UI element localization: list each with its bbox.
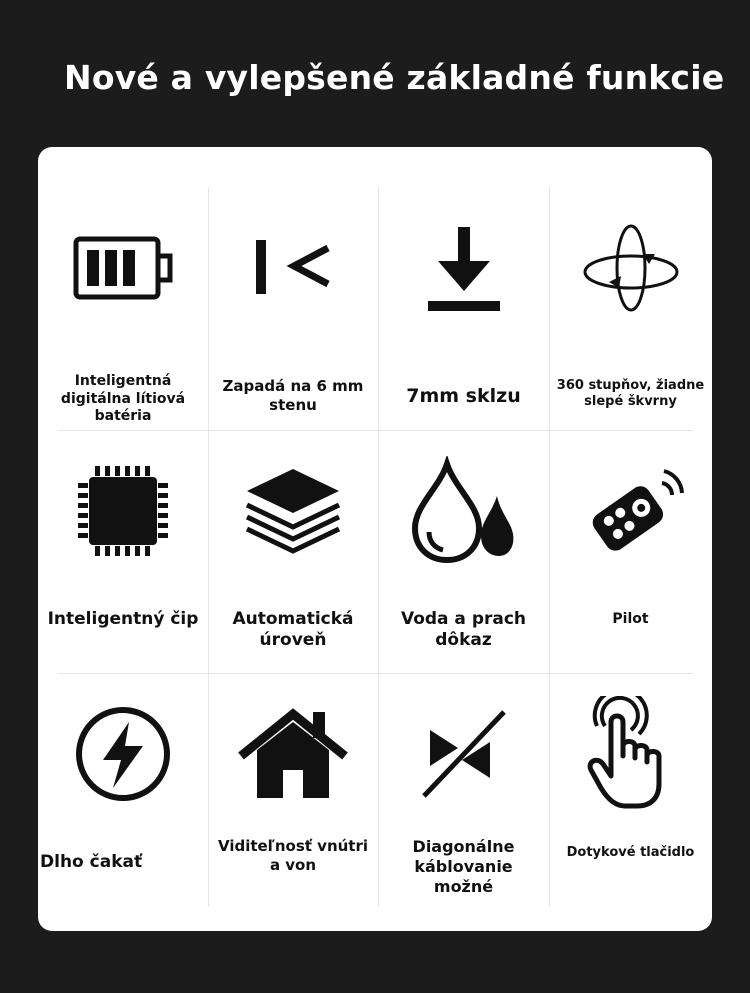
- diagonal-wiring-icon: [378, 673, 549, 803]
- chip-icon: [38, 430, 208, 560]
- feature-remote: [549, 430, 712, 673]
- water-drop-icon: [378, 430, 549, 560]
- battery-icon: [38, 187, 208, 317]
- feature-label: Zapadá na 6 mm stenu: [222, 377, 364, 414]
- feature-label: Automatická úroveň: [232, 609, 354, 651]
- features-card: [38, 147, 712, 931]
- lightning-icon: [38, 673, 208, 803]
- rotation-360-icon: [549, 187, 712, 317]
- page-title: Nové a vylepšené základné funkcie: [64, 58, 725, 97]
- touch-button-icon: [549, 673, 712, 803]
- feature-360: [549, 187, 712, 430]
- feature-battery: [38, 187, 208, 430]
- remote-control-icon: [549, 430, 712, 560]
- feature-label: Dlho čakať: [40, 852, 143, 872]
- feature-label: Pilot: [612, 611, 649, 627]
- feature-label: Dotykové tlačidlo: [566, 845, 695, 860]
- download-arrow-icon: [378, 187, 549, 317]
- feature-diagonal-wiring: [378, 673, 549, 907]
- feature-touch: [549, 673, 712, 907]
- feature-label: 7mm sklzu: [406, 385, 521, 407]
- feature-label: Inteligentný čip: [47, 609, 199, 629]
- house-icon: [208, 673, 378, 803]
- feature-auto-level: [208, 430, 378, 673]
- layers-icon: [208, 430, 378, 560]
- feature-chip: [38, 430, 208, 673]
- slim-profile-icon: [208, 187, 378, 317]
- feature-label: Voda a prach dôkaz: [400, 609, 527, 651]
- feature-slim-profile: [208, 187, 378, 430]
- feature-label: 360 stupňov, žiadne slepé škvrny: [556, 378, 705, 410]
- features-grid: [38, 187, 712, 907]
- feature-slide: [378, 187, 549, 430]
- feature-label: Diagonálne káblovanie možné: [412, 837, 515, 896]
- feature-label: Inteligentná digitálna lítiová batéria: [60, 373, 186, 424]
- feature-standby: [38, 673, 208, 907]
- feature-waterproof: [378, 430, 549, 673]
- feature-label: Viditeľnosť vnútri a von: [217, 837, 369, 874]
- feature-visibility: [208, 673, 378, 907]
